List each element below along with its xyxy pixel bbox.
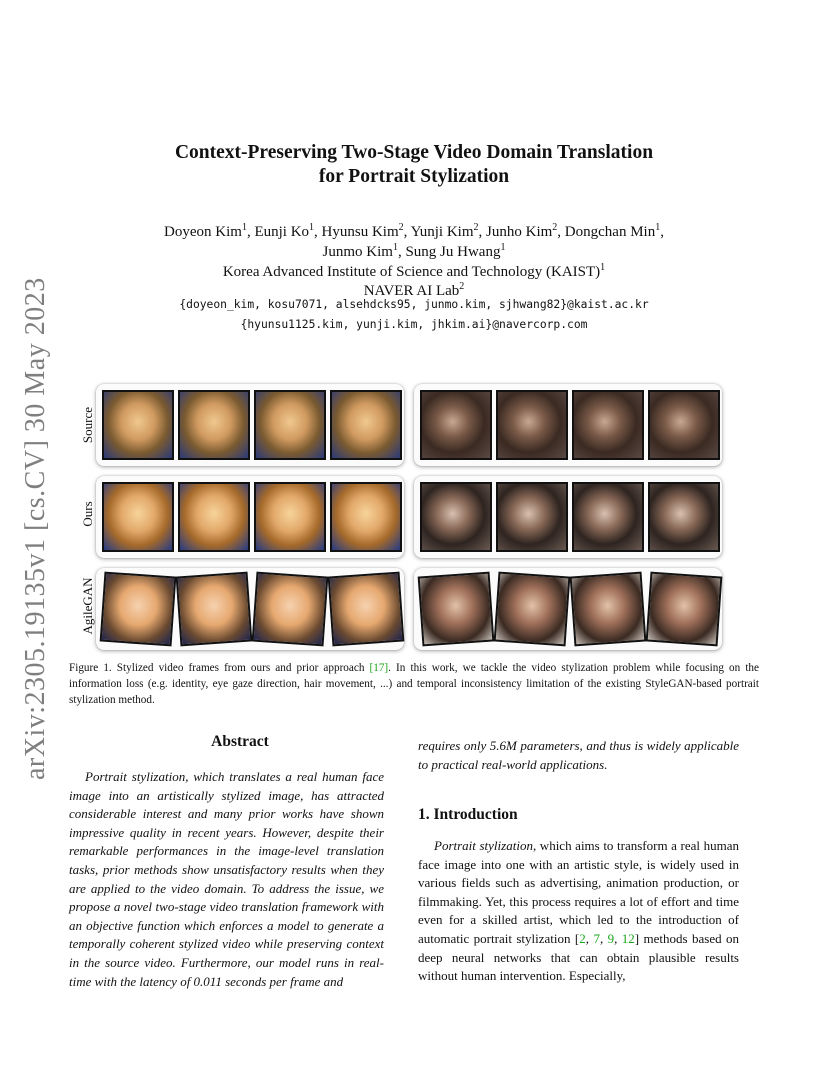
paper-title	[120, 141, 708, 189]
video-frame-image	[570, 572, 647, 647]
source-group-right	[414, 384, 722, 466]
intro-text: , which aims to transform a real human face image into one with an artistic style, is widely used in various fields such as advertising, animation production, or filmmaking. Yet, this process requires a lot of effort and time even for a skilled artist, which led to the introduction of automatic portrait stylization	[418, 838, 740, 946]
author-affiliation-mark: 1	[500, 242, 506, 253]
author: Eunji Ko	[254, 224, 310, 240]
author-list-line-1: Doyeon Kim$^1$, Eunji Ko$^1$, Hyunsu Kim$^2$, Yunji Kim$^2$, Junho Kim$^2$, Dongchan Min$^1$,	[164, 222, 664, 240]
author-affiliation-mark: 1	[241, 222, 247, 233]
affiliation-mark: 1	[600, 262, 606, 273]
author-affiliation-mark: 1	[655, 222, 661, 233]
video-frame-image	[648, 390, 720, 460]
video-frame-image	[494, 572, 571, 647]
video-frame-image	[254, 482, 326, 552]
video-frame-image	[418, 572, 495, 647]
video-frame-image	[646, 572, 723, 647]
citation-link[interactable]: [17]	[369, 662, 389, 674]
author: Yunji Kim	[410, 224, 474, 240]
video-frame-image	[330, 482, 402, 552]
email-line-kaist: {doyeon_kim, kosu7071, alsehdcks95, junmo.kim, sjhwang82}@kaist.ac.kr	[179, 298, 649, 311]
author-affiliation-mark: 2	[473, 222, 479, 233]
affiliation-text: NAVER AI Lab	[363, 283, 460, 299]
video-frame-image	[572, 390, 644, 460]
video-frame-image	[100, 572, 177, 647]
author: Doyeon Kim	[164, 224, 242, 240]
affiliation-mark: 2	[459, 281, 465, 292]
introduction-heading: 1. Introduction	[418, 806, 518, 823]
video-frame-image	[648, 482, 720, 552]
author: Dongchan Min	[564, 224, 656, 240]
caption-text: Figure 1. Stylized video frames from ours and prior approach	[69, 662, 370, 674]
affiliation-text: Korea Advanced Institute of Science and Technology (KAIST)	[222, 264, 601, 280]
author-affiliation-mark: 2	[398, 222, 404, 233]
video-frame-image	[420, 482, 492, 552]
abstract-text-continued: requires only 5.6M parameters, and thus is widely applicable to practical real-world applications.	[418, 738, 739, 772]
row-label-source: Source	[80, 406, 95, 444]
video-frame-image	[176, 572, 253, 647]
row-label-agilegan: AgileGAN	[80, 577, 95, 635]
video-frame-image	[254, 390, 326, 460]
video-frame-image	[496, 482, 568, 552]
ours-group-left	[96, 476, 404, 558]
intro-italic-term: Portrait stylization	[434, 838, 533, 853]
video-frame-image	[496, 390, 568, 460]
author-affiliation-mark: 1	[309, 222, 315, 233]
citation-link[interactable]: 9	[607, 930, 615, 946]
video-frame-image	[178, 390, 250, 460]
agilegan-group-right	[414, 568, 722, 650]
figure-caption	[69, 660, 759, 708]
ours-group-right	[414, 476, 722, 558]
source-group-left	[96, 384, 404, 466]
video-frame-image	[420, 390, 492, 460]
citation-link[interactable]: 12	[621, 930, 635, 946]
author-affiliation-mark: 2	[552, 222, 558, 233]
author: Junho Kim	[486, 224, 553, 240]
agilegan-group-left	[96, 568, 404, 650]
video-frame-image	[102, 390, 174, 460]
video-frame-image	[330, 390, 402, 460]
citation-link[interactable]: 2	[579, 930, 586, 946]
abstract-heading: Abstract	[211, 733, 269, 750]
introduction-text: Portrait stylization, which aims to transform a real human face image into one with an artistic style, is widely used in various fields such as advertising, animation production, or filmmaking. Yet, this process requires a lot of effort and time even for a skilled artist, which led to the introduction of automatic portrait stylization [2, 7, 9, 12] methods based on deep neural networks that can obtain plausible results without human intervention. Especially,	[418, 838, 740, 984]
video-frame-image	[102, 482, 174, 552]
row-label-ours: Ours	[80, 501, 95, 527]
video-frame-image	[252, 572, 329, 647]
citation-link[interactable]: 7	[593, 930, 600, 946]
arxiv-stamp: arXiv:2305.19135v1 [cs.CV] 30 May 2023	[20, 277, 51, 780]
email-line-naver: {hyunsu1125.kim, yunji.kim, jhkim.ai}@navercorp.com	[240, 318, 588, 331]
title-line-2: for Portrait Stylization	[318, 166, 510, 187]
author-affiliation-mark: 1	[392, 242, 398, 253]
intro-text: methods based on deep neural networks that can obtain plausible results without human intervention. Especially,	[418, 930, 740, 984]
abstract-text: Portrait stylization, which translates a real human face image into an artistically stylized image, has attracted considerable interest and many prior works have shown impressive quality in recent years. However, despite their remarkable performances in the image-level translation tasks, prior methods show unsatisfactory results when they are applied to the video domain. To address the issue, we propose a novel two-stage video translation framework with an objective function which enforces a model to generate a temporally coherent stylized video while preserving context in the source video. Furthermore, our model runs in real-time with the latency of 0.011 seconds per frame and	[69, 769, 384, 989]
caption-text: . In this work, we tackle the video stylization problem while focusing on the information loss (e.g. identity, eye gaze direction, hair movement, ...) and temporal inconsistency limitation of the existing StyleGAN-based portrait stylization method.	[69, 662, 759, 706]
author: Hyunsu Kim	[321, 224, 399, 240]
video-frame-image	[572, 482, 644, 552]
author-list-line-2: Junmo Kim$^1$, Sung Ju Hwang$^1$	[322, 242, 506, 260]
video-frame-image	[328, 572, 405, 647]
title-line-1: Context-Preserving Two-Stage Video Domain Translation	[174, 142, 654, 163]
author: Junmo Kim	[322, 244, 393, 260]
author: Sung Ju Hwang	[405, 244, 501, 260]
video-frame-image	[178, 482, 250, 552]
